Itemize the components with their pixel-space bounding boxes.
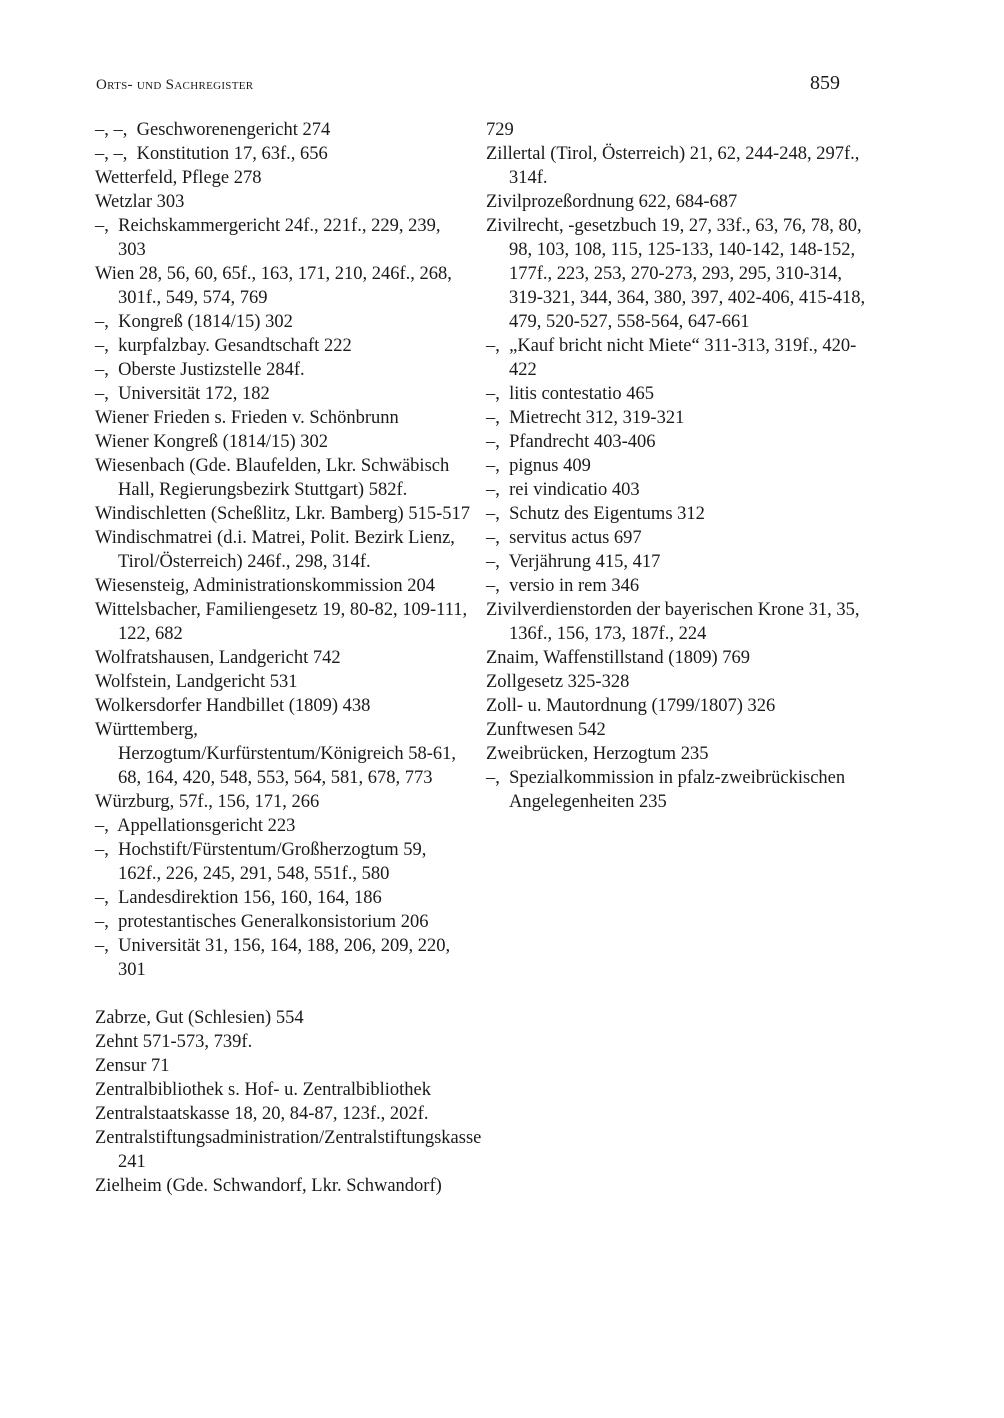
index-entry: Wetterfeld, Pflege 278 <box>95 168 262 188</box>
index-entry: –, Universität 31, 156, 164, 188, 206, 209, 220, 301 <box>95 936 455 980</box>
index-entry: Zivilrecht, -gesetzbuch 19, 27, 33f., 63, 76, 78, 80, 98, 103, 108, 115, 125-133, 140-142, 148-152, 177f., 223, 253, 270-273, 293, 295, 310-314, 319-321, 344, 364, 380, 397, 402-406, 415-418, 479, 520-527, 558-564, 647-661 <box>486 216 870 332</box>
index-entry: Znaim, Waffenstillstand (1809) 769 <box>486 648 750 668</box>
index-entry: –, rei vindicatio 403 <box>486 480 640 500</box>
index-list-w <box>95 118 470 982</box>
index-entry: –, pignus 409 <box>486 456 591 476</box>
index-entry: –, –, Konstitution 17, 63f., 656 <box>95 144 328 164</box>
index-entry: Zensur 71 <box>95 1056 170 1076</box>
index-entry: Zoll- u. Mautordnung (1799/1807) 326 <box>486 696 776 716</box>
index-entry: –, Pfandrecht 403-406 <box>486 432 656 452</box>
index-entry: Windischmatrei (d.i. Matrei, Polit. Bezirk Lienz, Tirol/Österreich) 246f., 298, 314f. <box>95 528 460 572</box>
index-entry: –, kurpfalzbay. Gesandtschaft 222 <box>95 336 352 356</box>
index-column-right <box>486 118 870 814</box>
index-entry: Wittelsbacher, Familiengesetz 19, 80-82, 109-111, 122, 682 <box>95 600 472 644</box>
index-entry: –, Kongreß (1814/15) 302 <box>95 312 293 332</box>
letter-section-gap <box>95 982 470 1006</box>
index-entry: Windischletten (Scheßlitz, Lkr. Bamberg) 515-517 <box>95 504 470 524</box>
index-entry: Zentralstaatskasse 18, 20, 84-87, 123f., 202f. <box>95 1104 429 1124</box>
index-entry: Zunftwesen 542 <box>486 720 606 740</box>
index-entry: Zentralbibliothek s. Hof- u. Zentralbibliothek <box>95 1080 431 1100</box>
index-entry: Zielheim (Gde. Schwandorf, Lkr. Schwandorf) <box>95 1176 442 1196</box>
page-number: 859 <box>810 72 840 94</box>
index-entry: –, Reichskammergericht 24f., 221f., 229, 239, 303 <box>95 216 446 260</box>
index-entry: Wiesensteig, Administrationskommission 204 <box>95 576 435 596</box>
index-entry: Zivilverdienstorden der bayerischen Krone 31, 35, 136f., 156, 173, 187f., 224 <box>486 600 865 644</box>
index-column-left <box>95 118 486 1198</box>
running-header-title: Orts- und Sachregister <box>96 77 254 93</box>
index-entry: –, „Kauf bricht nicht Miete“ 311-313, 319f., 420-422 <box>486 336 857 380</box>
index-entry: Zentralstiftungsadministration/Zentralstiftungskasse 241 <box>95 1128 486 1172</box>
index-entry: Würzburg, 57f., 156, 171, 266 <box>95 792 320 812</box>
index-entry: Wolfratshausen, Landgericht 742 <box>95 648 341 668</box>
index-entry: Wiesenbach (Gde. Blaufelden, Lkr. Schwäbisch Hall, Regierungsbezirk Stuttgart) 582f. <box>95 456 454 500</box>
index-entry: Württemberg, Herzogtum/Kurfürstentum/Königreich 58-61, 68, 164, 420, 548, 553, 564, 581, 678, 773 <box>95 720 461 788</box>
index-entry: Zollgesetz 325-328 <box>486 672 630 692</box>
index-entry: –, protestantisches Generalkonsistorium 206 <box>95 912 429 932</box>
index-entry: –, Oberste Justizstelle 284f. <box>95 360 305 380</box>
index-list-z-continued <box>486 118 870 814</box>
index-entry: Wetzlar 303 <box>95 192 185 212</box>
index-entry: Wien 28, 56, 60, 65f., 163, 171, 210, 246f., 268, 301f., 549, 574, 769 <box>95 264 457 308</box>
index-entry: –, –, Geschworenengericht 274 <box>95 120 331 140</box>
index-entry: Zillertal (Tirol, Österreich) 21, 62, 244-248, 297f., 314f. <box>486 144 864 188</box>
index-entry: –, versio in rem 346 <box>486 576 640 596</box>
index-entry: –, Verjährung 415, 417 <box>486 552 661 572</box>
index-entry: 729 <box>486 120 514 140</box>
index-entry: Wolfstein, Landgericht 531 <box>95 672 298 692</box>
index-entry: –, Landesdirektion 156, 160, 164, 186 <box>95 888 382 908</box>
index-entry: –, Schutz des Eigentums 312 <box>486 504 705 524</box>
index-entry: Wolkersdorfer Handbillet (1809) 438 <box>95 696 371 716</box>
index-entry: Zivilprozeßordnung 622, 684-687 <box>486 192 738 212</box>
index-entry: Zweibrücken, Herzogtum 235 <box>486 744 709 764</box>
index-entry: Wiener Kongreß (1814/15) 302 <box>95 432 329 452</box>
index-entry: Zabrze, Gut (Schlesien) 554 <box>95 1008 304 1028</box>
index-entry: Wiener Frieden s. Frieden v. Schönbrunn <box>95 408 399 428</box>
index-entry: –, Mietrecht 312, 319-321 <box>486 408 685 428</box>
index-entry: –, Spezialkommission in pfalz-zweibrückischen Angelegenheiten 235 <box>486 768 849 812</box>
index-entry: –, servitus actus 697 <box>486 528 642 548</box>
index-entry: –, Hochstift/Fürstentum/Großherzogtum 59, 162f., 226, 245, 291, 548, 551f., 580 <box>95 840 432 884</box>
index-list-z <box>95 1006 486 1198</box>
index-entry: Zehnt 571-573, 739f. <box>95 1032 253 1052</box>
index-entry: –, Universität 172, 182 <box>95 384 270 404</box>
index-entry: –, Appellationsgericht 223 <box>95 816 296 836</box>
index-entry: –, litis contestatio 465 <box>486 384 655 404</box>
